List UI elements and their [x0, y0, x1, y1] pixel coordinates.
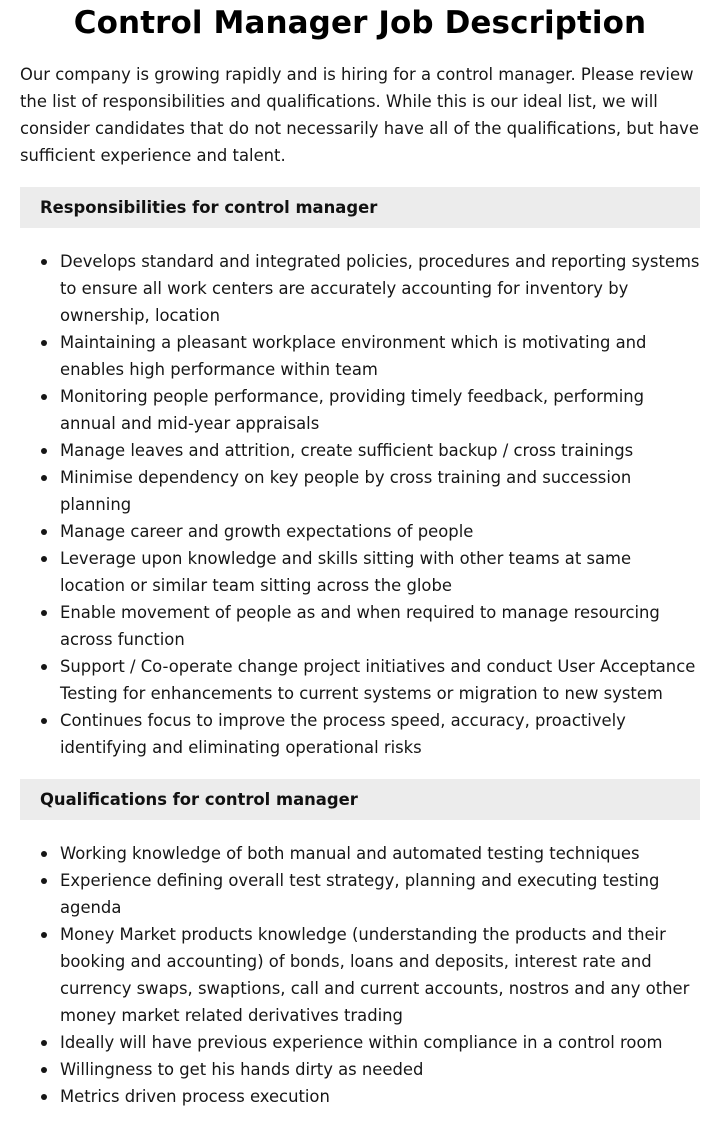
list-item: Manage leaves and attrition, create sufficient backup / cross trainings — [20, 437, 700, 464]
intro-paragraph: Our company is growing rapidly and is hiring for a control manager. Please review the list of responsibilities and qualifications. While this is our ideal list, we will consider candidates that do not necessarily have all of the qualifications, but have sufficient experience and talent. — [20, 65, 699, 165]
list-item: Continues focus to improve the process speed, accuracy, proactively identifying and eliminating operational risks — [20, 707, 700, 761]
list-item: Support / Co-operate change project initiatives and conduct User Acceptance Testing for enhancements to current systems or migration to new system — [20, 653, 700, 707]
list-item: Monitoring people performance, providing timely feedback, performing annual and mid-year appraisals — [20, 383, 700, 437]
list-item: Experience defining overall test strategy, planning and executing testing agenda — [20, 867, 700, 921]
page-title: Control Manager Job Description — [73, 5, 647, 41]
list-item: Willingness to get his hands dirty as needed — [20, 1056, 700, 1083]
list-item: Develops standard and integrated policies, procedures and reporting systems to ensure all work centers are accurately accounting for inventory by ownership, location — [20, 248, 700, 329]
list-item: Metrics driven process execution — [20, 1083, 700, 1110]
qualifications-heading: Qualifications for control manager — [20, 779, 700, 820]
qualifications-list — [20, 840, 700, 1110]
list-item: Minimise dependency on key people by cross training and succession planning — [20, 464, 700, 518]
list-item: Working knowledge of both manual and automated testing techniques — [20, 840, 700, 867]
list-item: Ideally will have previous experience within compliance in a control room — [20, 1029, 700, 1056]
responsibilities-heading: Responsibilities for control manager — [20, 187, 700, 228]
responsibilities-list — [20, 248, 700, 761]
list-item: Leverage upon knowledge and skills sitting with other teams at same location or similar team sitting across the globe — [20, 545, 700, 599]
list-item: Maintaining a pleasant workplace environment which is motivating and enables high performance within team — [20, 329, 700, 383]
list-item: Money Market products knowledge (understanding the products and their booking and accounting) of bonds, loans and deposits, interest rate and currency swaps, swaptions, call and current accounts, nostros and any other money market related derivatives trading — [20, 921, 700, 1029]
list-item: Manage career and growth expectations of people — [20, 518, 700, 545]
list-item: Enable movement of people as and when required to manage resourcing across function — [20, 599, 700, 653]
